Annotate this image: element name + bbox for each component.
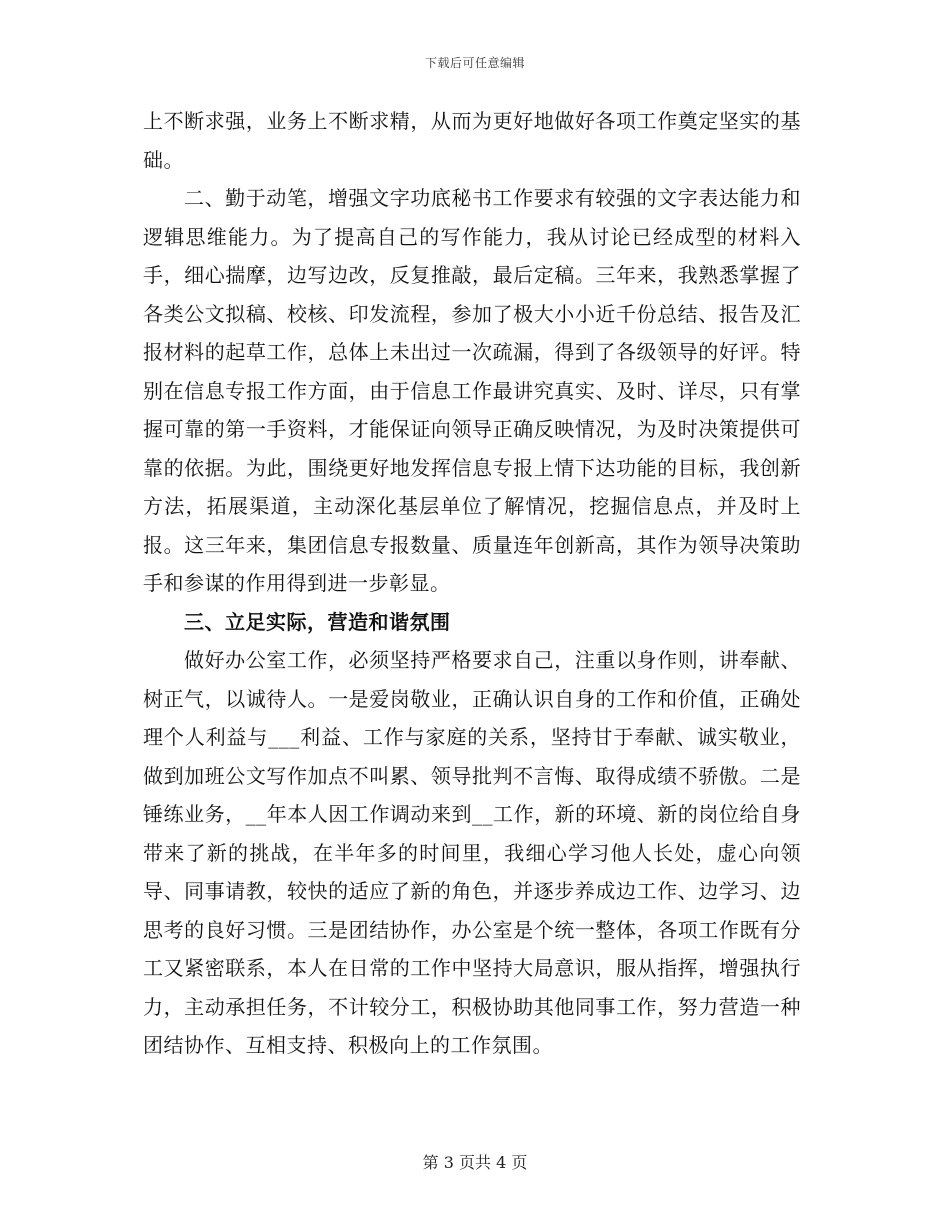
paragraph-continuation: 上不断求强，业务上不断求精，从而为更好地做好各项工作奠定坚实的基础。 bbox=[143, 109, 801, 172]
paragraph-writing-skills: 二、勤于动笔，增强文字功底秘书工作要求有较强的文字表达能力和逻辑思维能力。为了提高自己的写作能力，我从讨论已经成型的材料入手，细心揣摩，边写边改，反复推敲，最后定稿。三年来，我熟悉掌握了各类公文拟稿、校核、印发流程，参加了极大小小近千份总结、报告及汇报材料的起草工作，总体上未出过一次疏漏，得到了各级领导的好评。特别在信息专报工作方面，由于信息工作最讲究真实、及时、详尽，只有掌握可靠的第一手资料，才能保证向领导正确反映情况，为及时决策提供可靠的依据。为此，围绕更好地发挥信息专报上情下达功能的目标，我创新方法，拓展渠道，主动深化基层单位了解情况，挖掘信息点，并及时上报。这三年来，集团信息专报数量、质量连年创新高，其作为领导决策助手和参谋的作用得到进一步彰显。 bbox=[143, 186, 801, 595]
page-number: 第 3 页共 4 页 bbox=[422, 1153, 528, 1172]
paragraph-office-work: 做好办公室工作，必须坚持严格要求自己，注重以身作则，讲奉献、树正气，以诚待人。一是爱岗敬业，正确认识自身的工作和价值，正确处理个人利益与___利益、工作与家庭的关系，坚持甘于奉献、诚实敬业，做到加班公文写作加点不叫累、领导批判不言悔、取得成绩不骄傲。二是锤练业务，__年本人因工作调动来到__工作，新的环境、新的岗位给自身带来了新的挑战，在半年多的时间里，我细心学习他人长处，虚心向领导、同事请教，较快的适应了新的角色，并逐步养成边工作、边学习、边思考的良好习惯。三是团结协作，办公室是个统一整体，各项工作既有分工又紧密联系，本人在日常的工作中坚持大局意识，服从指挥，增强执行力，主动承担任务，不计较分工，积极协助其他同事工作，努力营造一种团结协作、互相支持、积极向上的工作氛围。 bbox=[143, 648, 801, 1057]
header-note: 下载后可任意编辑 bbox=[424, 56, 525, 70]
document-body bbox=[143, 102, 801, 1065]
section-heading-harmony: 三、立足实际，营造和谐氛围 bbox=[184, 609, 451, 634]
